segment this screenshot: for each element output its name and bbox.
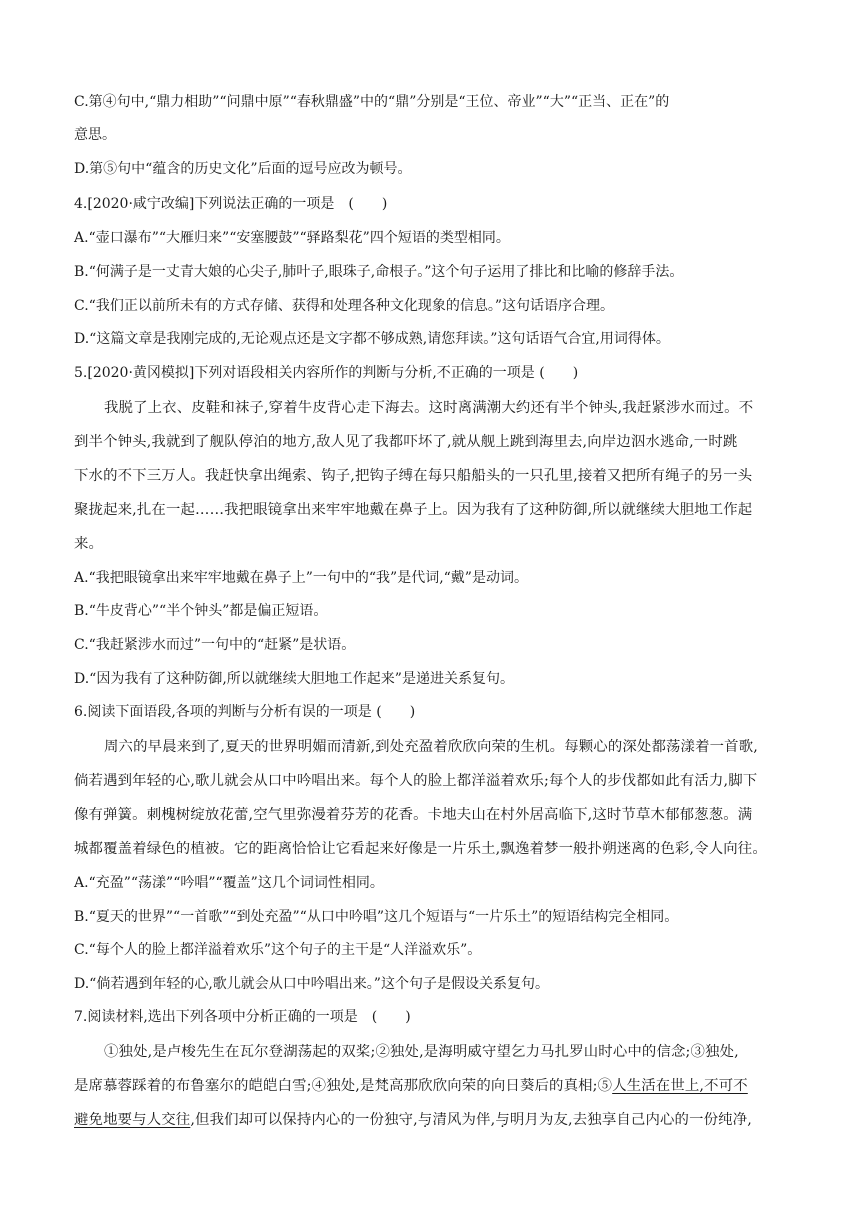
question-7: 7.阅读材料,选出下列各项中分析正确的一项是 ( ) (74, 1009, 411, 1025)
option-c-line-2: 意思。 (74, 127, 116, 143)
dotted-character: 与 (417, 1112, 433, 1128)
q6-passage-line: 周六的早晨来到了,夏天的世界明媚而清新,到处充盈着欣欣向荣的生机。每颗心的深处都荡漾着一首歌, (104, 739, 758, 755)
q4-option-b: B.“何满子是一丈青大娘的心尖子,肺叶子,眼珠子,命根子。”这个句子运用了排比和比喻的修辞手法。 (74, 264, 684, 280)
q5-option-b: B.“牛皮背心”“半个钟头”都是偏正短语。 (74, 603, 328, 619)
q5-option-c: C.“我赶紧涉水而过”一句中的“赶紧”是状语。 (74, 637, 356, 653)
q7-passage-line: ①独处,是卢梭先生在瓦尔登湖荡起的双桨;②独处,是海明威守望乞力马扎罗山时心中的信念;③独处, (104, 1044, 739, 1060)
passage-text: 是席慕蓉踩着的布鲁塞尔的皑皑白雪;④独处,是梵高那欣欣向荣的向日葵后的真相;⑤ (74, 1078, 613, 1094)
passage-text: 清风为伴, (432, 1112, 496, 1128)
question-6: 6.阅读下面语段,各项的判断与分析有误的一项是 ( ) (74, 704, 416, 720)
q6-option-d: D.“倘若遇到年轻的心,歌儿就会从口中吟唱出来。”这个句子是假设关系复句。 (74, 976, 549, 992)
q5-passage-line: 到半个钟头,我就到了舰队停泊的地方,敌人见了我都吓坏了,就从舰上跳到海里去,向岸边泅水逃命,一时跳 (74, 434, 738, 450)
option-c-line-1: C.第④句中,“鼎力相助”“问鼎中原”“春秋鼎盛”中的“鼎”分别是“王位、帝业”“大”“正当、正在”的 (74, 94, 670, 110)
q4-option-c: C.“我们正以前所未有的方式存储、获得和处理各种文化现象的信息。”这句话语序合理。 (74, 298, 614, 314)
q4-option-a: A.“壶口瀑布”“大雁归来”“安塞腰鼓”“驿路梨花”四个短语的类型相同。 (74, 230, 510, 246)
passage-text: ,但我们却可以保持内心的一份独守, (190, 1112, 418, 1128)
q6-option-a: A.“充盈”“荡漾”“吟唱”“覆盖”这几个词词性相同。 (74, 875, 384, 891)
question-5: 5.[2020·黄冈模拟]下列对语段相关内容所作的判断与分析,不正确的一项是 ( ) (74, 365, 579, 381)
dotted-character: 与 (495, 1112, 510, 1128)
q7-passage-line (74, 1110, 798, 1130)
option-d: D.第⑤句中“蕴含的历史文化”后面的逗号应改为顿号。 (74, 161, 412, 177)
q5-passage-line: 下水的不下三万人。我赶快拿出绳索、钩子,把钩子缚在每只船船头的一只孔里,接着又把所有绳子的另一头 (74, 468, 753, 484)
underlined-phrase: 避免地要与人交往 (74, 1112, 191, 1128)
q6-passage-line: 城都覆盖着绿色的植被。它的距离恰恰让它看起来好像是一片乐土,飘逸着梦一般扑朔迷离的色彩,令人向往。 (74, 841, 767, 857)
q5-passage-line: 聚拢起来,扎在一起……我把眼镜拿出来牢牢地戴在鼻子上。因为我有了这种防御,所以就继续大胆地工作起 (74, 502, 753, 518)
q6-option-b: B.“夏天的世界”“一首歌”“到处充盈”“从口中吟唱”这几个短语与“一片乐土”的短语结构完全相同。 (74, 909, 679, 925)
q7-passage-line (74, 1076, 798, 1096)
q5-passage-line: 来。 (74, 536, 104, 552)
q6-passage-line: 像有弹簧。刺槐树绽放花蕾,空气里弥漫着芬芳的花香。卡地夫山在村外居高临下,这时节草木郁郁葱葱。满 (74, 807, 753, 823)
q4-option-d: D.“这篇文章是我刚完成的,无论观点还是文字都不够成熟,请您拜读。”这句话语气合宜,用词得体。 (74, 331, 670, 347)
passage-text: 明月为友,去独享自己内心的一份纯净, (509, 1112, 752, 1128)
question-4: 4.[2020·咸宁改编]下列说法正确的一项是 ( ) (74, 196, 388, 212)
q5-option-a: A.“我把眼镜拿出来牢牢地戴在鼻子上”一句中的“我”是代词,“戴”是动词。 (74, 570, 528, 586)
q5-passage-line: 我脱了上衣、皮鞋和袜子,穿着牛皮背心走下海去。这时离满潮大约还有半个钟头,我赶紧涉水而过。不 (104, 400, 754, 416)
q6-passage-line: 倘若遇到年轻的心,歌儿就会从口中吟唱出来。每个人的脸上都洋溢着欢乐;每个人的步伐都如此有活力,脚下 (74, 773, 758, 789)
q6-option-c: C.“每个人的脸上都洋溢着欢乐”这个句子的主干是“人洋溢欢乐”。 (74, 942, 482, 958)
underlined-phrase: 人生活在世上,不可不 (612, 1078, 748, 1094)
q5-option-d: D.“因为我有了这种防御,所以就继续大胆地工作起来”是递进关系复句。 (74, 671, 514, 687)
